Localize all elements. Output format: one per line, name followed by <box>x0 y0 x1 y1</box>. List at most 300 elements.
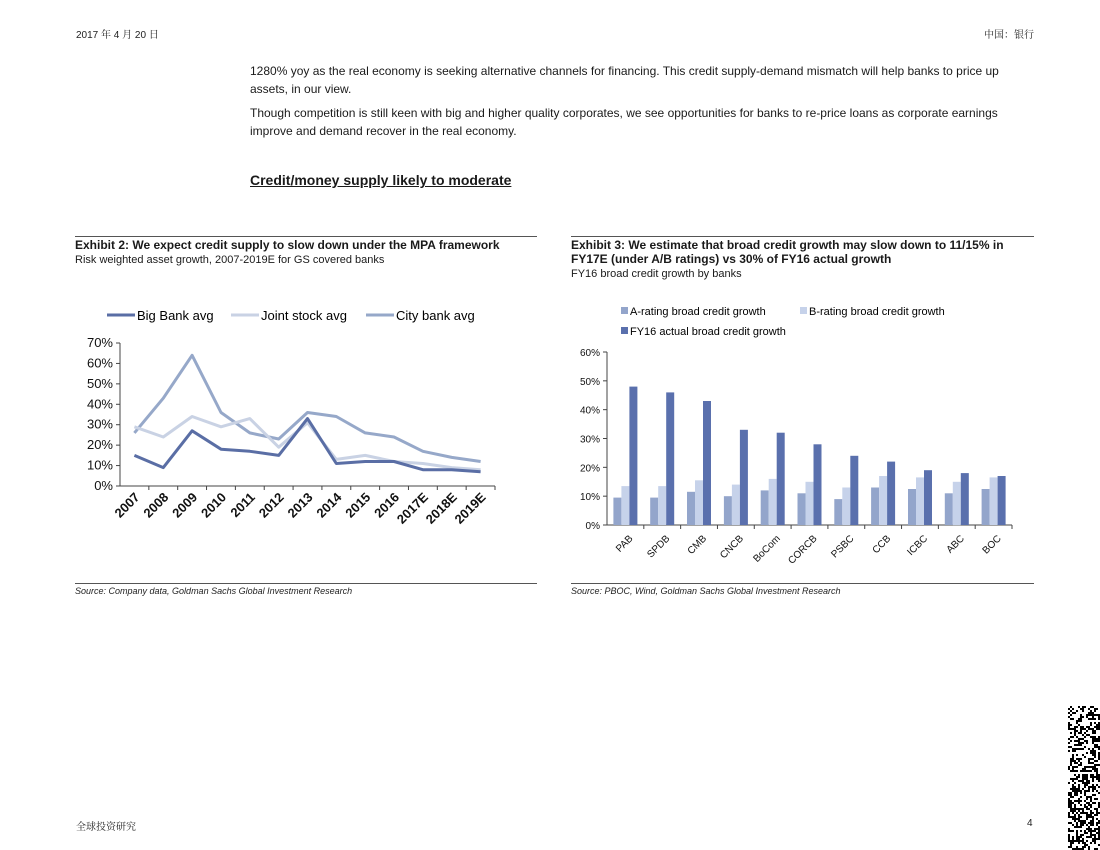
qr-cell <box>1094 710 1096 712</box>
qr-cell <box>1094 736 1096 738</box>
legend-label-city-bank: City bank avg <box>396 308 475 323</box>
qr-cell <box>1092 762 1094 764</box>
exhibit2-subtitle: Risk weighted asset growth, 2007-2019E for GS covered banks <box>75 254 385 266</box>
qr-cell <box>1086 726 1088 728</box>
qr-cell <box>1084 776 1086 778</box>
qr-cell <box>1070 788 1072 790</box>
qr-cell <box>1070 844 1072 846</box>
qr-cell <box>1076 748 1078 750</box>
qr-cell <box>1084 832 1086 834</box>
qr-cell <box>1070 746 1072 748</box>
qr-cell <box>1070 846 1072 848</box>
qr-cell <box>1094 814 1096 816</box>
qr-cell <box>1088 766 1090 768</box>
qr-cell <box>1076 710 1078 712</box>
chart1-x-tick-label: 2008 <box>140 489 172 521</box>
qr-cell <box>1084 844 1086 846</box>
qr-cell <box>1074 760 1076 762</box>
qr-cell <box>1076 834 1078 836</box>
qr-cell <box>1086 796 1088 798</box>
chart2-x-tick-label: BOC <box>980 533 1004 557</box>
qr-cell <box>1068 728 1070 730</box>
qr-cell <box>1090 750 1092 752</box>
qr-cell <box>1068 794 1070 796</box>
qr-cell <box>1074 820 1076 822</box>
qr-cell <box>1080 758 1082 760</box>
qr-cell <box>1074 788 1076 790</box>
qr-cell <box>1094 718 1096 720</box>
qr-cell <box>1086 832 1088 834</box>
qr-cell <box>1074 816 1076 818</box>
qr-cell <box>1068 846 1070 848</box>
qr-cell <box>1072 708 1074 710</box>
qr-cell <box>1074 808 1076 810</box>
qr-cell <box>1070 778 1072 780</box>
qr-cell <box>1080 790 1082 792</box>
qr-cell <box>1094 764 1096 766</box>
qr-cell <box>1090 758 1092 760</box>
chart2-bar <box>908 489 916 525</box>
qr-cell <box>1090 822 1092 824</box>
qr-cell <box>1080 796 1082 798</box>
qr-cell <box>1096 774 1098 776</box>
qr-cell <box>1076 720 1078 722</box>
qr-cell <box>1092 834 1094 836</box>
qr-cell <box>1094 740 1096 742</box>
qr-cell <box>1090 800 1092 802</box>
qr-cell <box>1070 740 1072 742</box>
chart2-bar <box>724 496 732 525</box>
qr-cell <box>1080 748 1082 750</box>
qr-cell <box>1086 818 1088 820</box>
qr-cell <box>1094 786 1096 788</box>
qr-cell <box>1090 706 1092 708</box>
chart1-y-tick-label: 20% <box>86 437 113 453</box>
chart2-y-tick-label: 60% <box>579 348 600 359</box>
qr-cell <box>1068 838 1070 840</box>
qr-cell <box>1082 738 1084 740</box>
qr-cell <box>1082 706 1084 708</box>
report-sector: 中国：银行 <box>984 30 1034 41</box>
qr-cell <box>1086 840 1088 842</box>
qr-cell <box>1088 712 1090 714</box>
qr-cell <box>1076 846 1078 848</box>
qr-cell <box>1078 786 1080 788</box>
qr-cell <box>1072 818 1074 820</box>
qr-cell <box>1088 748 1090 750</box>
exhibit2-source: Source: Company data, Goldman Sachs Global Investment Research <box>75 586 353 596</box>
qr-cell <box>1074 726 1076 728</box>
qr-cell <box>1068 708 1070 710</box>
qr-cell <box>1074 744 1076 746</box>
qr-cell <box>1096 746 1098 748</box>
chart1-x-tick-label: 2017E <box>393 489 432 527</box>
qr-cell <box>1092 812 1094 814</box>
qr-cell <box>1092 714 1094 716</box>
chart2-x-tick-label: CCB <box>870 533 894 557</box>
qr-cell <box>1076 818 1078 820</box>
qr-cell <box>1078 802 1080 804</box>
chart2-bar <box>945 493 953 525</box>
qr-cell <box>1090 722 1092 724</box>
qr-cell <box>1082 726 1084 728</box>
legend-label-b-rating: B-rating broad credit growth <box>809 306 945 318</box>
chart2-bar <box>806 482 814 525</box>
legend-label-big-bank: Big Bank avg <box>137 308 214 323</box>
chart2-bar <box>703 401 711 525</box>
section-title: Credit/money supply likely to moderate <box>250 172 512 188</box>
qr-cell <box>1096 828 1098 830</box>
qr-cell <box>1086 808 1088 810</box>
qr-cell <box>1076 792 1078 794</box>
qr-cell <box>1080 808 1082 810</box>
qr-cell <box>1082 838 1084 840</box>
legend-label-joint-stock: Joint stock avg <box>261 308 347 323</box>
qr-cell <box>1086 716 1088 718</box>
qr-cell <box>1078 808 1080 810</box>
qr-cell <box>1090 724 1092 726</box>
qr-cell <box>1090 796 1092 798</box>
exhibit2-bottom-rule <box>75 583 537 584</box>
qr-cell <box>1070 816 1072 818</box>
qr-cell <box>1090 714 1092 716</box>
report-date: 2017 年 4 月 20 日 <box>76 30 159 41</box>
chart2-x-tick-label: CMB <box>685 533 710 557</box>
qr-cell <box>1084 820 1086 822</box>
qr-cell <box>1086 740 1088 742</box>
qr-cell <box>1080 738 1082 740</box>
qr-cell <box>1080 730 1082 732</box>
qr-cell <box>1072 824 1074 826</box>
exhibit3-bottom-rule <box>571 583 1034 584</box>
qr-cell <box>1070 792 1072 794</box>
qr-cell <box>1072 838 1074 840</box>
qr-cell <box>1096 728 1098 730</box>
qr-cell <box>1094 808 1096 810</box>
qr-cell <box>1078 816 1080 818</box>
qr-cell <box>1070 718 1072 720</box>
qr-cell <box>1072 788 1074 790</box>
qr-cell <box>1084 756 1086 758</box>
qr-cell <box>1090 832 1092 834</box>
qr-cell <box>1092 830 1094 832</box>
chart2-y-tick-label: 40% <box>579 405 600 417</box>
chart2-legend <box>621 306 945 338</box>
qr-cell <box>1074 750 1076 752</box>
qr-cell <box>1080 742 1082 744</box>
qr-cell <box>1084 740 1086 742</box>
chart2-bar <box>777 433 785 525</box>
qr-cell <box>1068 724 1070 726</box>
chart2-x-tick-label: SPDB <box>645 533 673 561</box>
chart2-bar <box>629 387 637 525</box>
qr-cell <box>1090 766 1092 768</box>
qr-cell <box>1070 724 1072 726</box>
qr-cell <box>1078 718 1080 720</box>
qr-cell <box>1096 726 1098 728</box>
qr-cell <box>1088 708 1090 710</box>
page-number: 4 <box>1027 818 1033 829</box>
qr-cell <box>1068 816 1070 818</box>
qr-cell <box>1088 790 1090 792</box>
chart2-x-tick-label: CNCB <box>718 533 746 562</box>
qr-cell <box>1094 730 1096 732</box>
qr-cell <box>1082 776 1084 778</box>
qr-cell <box>1074 792 1076 794</box>
qr-cell <box>1074 762 1076 764</box>
qr-cell <box>1074 770 1076 772</box>
qr-cell <box>1094 726 1096 728</box>
qr-cell <box>1076 778 1078 780</box>
qr-cell <box>1086 778 1088 780</box>
qr-cell <box>1092 718 1094 720</box>
qr-cell <box>1076 754 1078 756</box>
qr-cell <box>1094 770 1096 772</box>
qr-cell <box>1068 814 1070 816</box>
qr-cell <box>1068 766 1070 768</box>
qr-cell <box>1092 776 1094 778</box>
qr-cell <box>1092 794 1094 796</box>
qr-cell <box>1092 730 1094 732</box>
qr-cell <box>1088 788 1090 790</box>
qr-cell <box>1078 760 1080 762</box>
qr-cell <box>1080 800 1082 802</box>
qr-cell <box>1074 782 1076 784</box>
qr-cell <box>1088 714 1090 716</box>
chart2-y-tick-label: 10% <box>579 492 600 504</box>
qr-cell <box>1080 836 1082 838</box>
qr-cell <box>1068 738 1070 740</box>
qr-cell <box>1086 802 1088 804</box>
qr-cell <box>1082 742 1084 744</box>
qr-cell <box>1078 836 1080 838</box>
qr-cell <box>1070 810 1072 812</box>
chart1-x-tick-label: 2016 <box>371 489 403 521</box>
qr-cell <box>1086 774 1088 776</box>
qr-cell <box>1070 804 1072 806</box>
qr-cell <box>1070 808 1072 810</box>
qr-cell <box>1076 740 1078 742</box>
qr-cell <box>1072 812 1074 814</box>
chart1-y-tick-label: 60% <box>86 355 113 371</box>
qr-cell <box>1074 806 1076 808</box>
qr-cell <box>1092 740 1094 742</box>
qr-cell <box>1086 790 1088 792</box>
qr-cell <box>1092 784 1094 786</box>
qr-cell <box>1096 784 1098 786</box>
qr-cell <box>1076 794 1078 796</box>
exhibit2-line-chart <box>75 290 537 580</box>
qr-cell <box>1068 804 1070 806</box>
qr-cell <box>1072 778 1074 780</box>
qr-cell <box>1084 732 1086 734</box>
qr-cell <box>1070 842 1072 844</box>
chart1-x-tick-label: 2012 <box>255 489 287 521</box>
qr-cell <box>1074 730 1076 732</box>
qr-cell <box>1082 788 1084 790</box>
qr-cell <box>1084 706 1086 708</box>
qr-cell <box>1092 736 1094 738</box>
qr-cell <box>1070 770 1072 772</box>
qr-cell <box>1076 730 1078 732</box>
qr-cell <box>1082 840 1084 842</box>
qr-cell <box>1082 770 1084 772</box>
qr-cell <box>1094 754 1096 756</box>
qr-cell <box>1094 746 1096 748</box>
qr-cell <box>1094 732 1096 734</box>
qr-cell <box>1070 758 1072 760</box>
qr-cell <box>1092 766 1094 768</box>
legend-label-fy16-actual: FY16 actual broad credit growth <box>630 326 786 338</box>
qr-cell <box>1096 810 1098 812</box>
qr-cell <box>1088 826 1090 828</box>
qr-cell <box>1082 728 1084 730</box>
chart2-bar <box>850 456 858 525</box>
qr-cell <box>1080 834 1082 836</box>
qr-cell <box>1076 808 1078 810</box>
qr-cell <box>1084 782 1086 784</box>
qr-cell <box>1080 792 1082 794</box>
chart1-series-line-joint-stock-avg <box>134 417 480 470</box>
qr-cell <box>1086 752 1088 754</box>
qr-cell <box>1082 820 1084 822</box>
qr-cell <box>1078 800 1080 802</box>
qr-cell <box>1082 846 1084 848</box>
qr-cell <box>1096 764 1098 766</box>
qr-cell <box>1084 728 1086 730</box>
qr-cell <box>1082 808 1084 810</box>
qr-cell <box>1074 800 1076 802</box>
qr-cell <box>1086 742 1088 744</box>
qr-cell <box>1086 812 1088 814</box>
chart2-bar <box>814 444 822 525</box>
qr-cell <box>1080 744 1082 746</box>
qr-cell <box>1068 830 1070 832</box>
chart2-x-tick-label: ABC <box>944 533 967 556</box>
qr-cell <box>1092 802 1094 804</box>
chart1-y-tick-label: 50% <box>86 375 113 391</box>
qr-cell <box>1072 780 1074 782</box>
qr-cell <box>1070 736 1072 738</box>
qr-cell <box>1096 708 1098 710</box>
qr-cell <box>1094 744 1096 746</box>
qr-cell <box>1094 760 1096 762</box>
qr-cell <box>1086 844 1088 846</box>
chart2-bar <box>887 462 895 525</box>
qr-cell <box>1080 708 1082 710</box>
qr-cell <box>1092 818 1094 820</box>
qr-cell <box>1076 832 1078 834</box>
qr-cell <box>1074 748 1076 750</box>
qr-cell <box>1072 728 1074 730</box>
qr-cell <box>1090 842 1092 844</box>
qr-cell <box>1072 760 1074 762</box>
qr-cell <box>1078 826 1080 828</box>
qr-cell <box>1074 804 1076 806</box>
qr-cell <box>1072 718 1074 720</box>
qr-cell <box>1072 830 1074 832</box>
qr-cell <box>1094 802 1096 804</box>
qr-cell <box>1084 794 1086 796</box>
qr-cell <box>1072 808 1074 810</box>
qr-cell <box>1086 824 1088 826</box>
qr-cell <box>1088 728 1090 730</box>
qr-cell <box>1096 822 1098 824</box>
qr-cell <box>1084 792 1086 794</box>
qr-cell <box>1086 828 1088 830</box>
qr-cell <box>1078 740 1080 742</box>
qr-cell <box>1068 712 1070 714</box>
qr-cell <box>1072 836 1074 838</box>
qr-cell <box>1076 812 1078 814</box>
qr-cell <box>1072 748 1074 750</box>
qr-cell <box>1068 746 1070 748</box>
qr-cell <box>1072 816 1074 818</box>
qr-cell <box>1090 798 1092 800</box>
qr-cell <box>1076 840 1078 842</box>
qr-cell <box>1082 834 1084 836</box>
qr-cell <box>1080 714 1082 716</box>
exhibit3-subtitle: FY16 broad credit growth by banks <box>571 268 742 280</box>
exhibit3-title-line2: FY17E (under A/B ratings) vs 30% of FY16 actual growth <box>571 252 892 266</box>
qr-cell <box>1072 810 1074 812</box>
qr-cell <box>1092 728 1094 730</box>
qr-cell <box>1094 752 1096 754</box>
qr-cell <box>1080 718 1082 720</box>
qr-cell <box>1096 798 1098 800</box>
qr-cell <box>1090 834 1092 836</box>
qr-cell <box>1068 828 1070 830</box>
qr-cell <box>1088 760 1090 762</box>
qr-cell <box>1088 830 1090 832</box>
qr-cell <box>1082 822 1084 824</box>
qr-cell <box>1080 812 1082 814</box>
qr-cell <box>1074 728 1076 730</box>
qr-cell <box>1084 812 1086 814</box>
qr-cell <box>1074 810 1076 812</box>
qr-cell <box>1082 748 1084 750</box>
qr-cell <box>1078 776 1080 778</box>
qr-cell <box>1096 824 1098 826</box>
qr-cell <box>1092 788 1094 790</box>
qr-cell <box>1070 840 1072 842</box>
chart2-y-tick-label: 0% <box>585 521 600 532</box>
chart2-x-tick-label: BoCom <box>751 533 783 565</box>
qr-cell <box>1092 748 1094 750</box>
qr-cell <box>1094 714 1096 716</box>
paragraph-1: 1280% yoy as the real economy is seeking alternative channels for financing. This credit supply-demand mismatch will help banks to price up assets, in our view. <box>250 64 999 96</box>
qr-cell <box>1068 742 1070 744</box>
qr-cell <box>1072 768 1074 770</box>
qr-cell <box>1078 784 1080 786</box>
qr-cell <box>1078 774 1080 776</box>
qr-cell <box>1070 760 1072 762</box>
qr-cell <box>1080 764 1082 766</box>
qr-cell <box>1070 796 1072 798</box>
qr-cell <box>1088 762 1090 764</box>
chart2-bar <box>879 476 887 525</box>
chart1-legend <box>107 308 475 323</box>
qr-cell <box>1092 820 1094 822</box>
qr-cell <box>1070 800 1072 802</box>
qr-cell <box>1088 802 1090 804</box>
chart1-x-tick-label: 2015 <box>342 489 374 521</box>
qr-cell <box>1088 718 1090 720</box>
qr-cell <box>1068 792 1070 794</box>
qr-cell <box>1080 732 1082 734</box>
qr-cell <box>1090 736 1092 738</box>
qr-cell <box>1074 712 1076 714</box>
